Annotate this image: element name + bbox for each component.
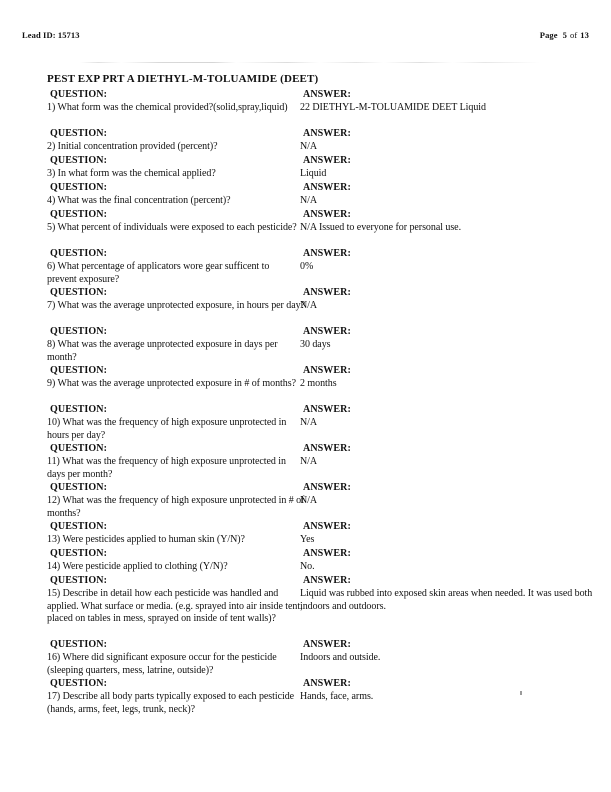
qa-label-row: [0, 248, 611, 261]
question-text: 8) What was the average unprotected exposure in days per month?: [47, 339, 278, 363]
qa-label-row: [0, 678, 611, 691]
question-text: 4) What was the final concentration (percent)?: [47, 195, 231, 206]
question-label: QUESTION:: [50, 639, 108, 650]
qa-block: [0, 548, 611, 575]
answer-text: Liquid was rubbed into exposed skin areas when needed. It was used both indoors and outdoors.: [300, 588, 593, 612]
question-label: QUESTION:: [50, 678, 108, 689]
qa-label-row: [0, 182, 611, 195]
qa-label-row: [0, 365, 611, 378]
answer-label: ANSWER:: [303, 209, 351, 220]
question-label: QUESTION:: [50, 521, 108, 532]
question-label: QUESTION:: [50, 155, 108, 166]
lead-id: [22, 30, 80, 40]
qa-block: [0, 443, 611, 482]
question-text: 17) Describe all body parts typically exposed to each pesticide (hands, arms, feet, legs, trunk, neck)?: [47, 691, 295, 715]
answer-label: ANSWER:: [303, 548, 351, 559]
answer-label: ANSWER:: [303, 443, 351, 454]
answer-text: 22 DIETHYL-M-TOLUAMIDE DEET Liquid: [300, 102, 486, 113]
question-label: QUESTION:: [50, 182, 108, 193]
qa-label-row: [0, 404, 611, 417]
answer-text: N/A: [300, 417, 318, 428]
question-label: QUESTION:: [50, 575, 108, 586]
qa-text-row: [0, 588, 611, 639]
qa-block: [0, 639, 611, 678]
qa-label-row: [0, 326, 611, 339]
question-label: QUESTION:: [50, 365, 108, 376]
answer-text: No.: [300, 561, 315, 572]
answer-text: 2 months: [300, 378, 337, 389]
question-text: 13) Were pesticides applied to human skin (Y/N)?: [47, 534, 245, 545]
answer-label: ANSWER:: [303, 128, 351, 139]
answer-label: ANSWER:: [303, 326, 351, 337]
qa-text-row: [0, 141, 611, 154]
lead-id-label: Lead ID:: [22, 30, 56, 40]
scan-streak-artifact: [80, 62, 540, 63]
answer-text: N/A: [300, 195, 318, 206]
question-text: 7) What was the average unprotected exposure, in hours per day?: [47, 300, 305, 311]
answer-label: ANSWER:: [303, 482, 351, 493]
qa-text-row: [0, 495, 611, 520]
answer-text: Indoors and outside.: [300, 652, 381, 663]
page-of-word: of: [570, 30, 578, 40]
question-label: QUESTION:: [50, 209, 108, 220]
question-text: 11) What was the frequency of high exposure unprotected in days per month?: [47, 456, 286, 480]
page-number: [540, 30, 589, 40]
answer-label: ANSWER:: [303, 287, 351, 298]
answer-text: Liquid: [300, 168, 327, 179]
qa-label-row: [0, 548, 611, 561]
qa-text-row: [0, 378, 611, 403]
qa-block: [0, 209, 611, 248]
answer-text: 30 days: [300, 339, 331, 350]
qa-text-row: [0, 652, 611, 677]
question-label: QUESTION:: [50, 548, 108, 559]
qa-block: [0, 287, 611, 326]
qa-text-row: [0, 456, 611, 481]
question-text: 9) What was the average unprotected exposure in # of months?: [47, 378, 296, 389]
page-current: 5: [562, 30, 568, 40]
qa-block: [0, 128, 611, 155]
qa-label-row: [0, 155, 611, 168]
qa-block: [0, 404, 611, 443]
answer-label: ANSWER:: [303, 678, 351, 689]
question-label: QUESTION:: [50, 89, 108, 100]
qa-block: [0, 155, 611, 182]
qa-block: [0, 182, 611, 209]
qa-label-row: [0, 287, 611, 300]
answer-text: N/A: [300, 300, 318, 311]
answer-text: Yes: [300, 534, 315, 545]
question-text: 1) What form was the chemical provided?(solid,spray,liquid): [47, 102, 288, 113]
page-word: Page: [539, 30, 558, 40]
answer-label: ANSWER:: [303, 89, 351, 100]
question-label: QUESTION:: [50, 404, 108, 415]
qa-label-row: [0, 128, 611, 141]
qa-text-row: [0, 261, 611, 286]
qa-text-row: [0, 102, 611, 127]
qa-text-row: [0, 534, 611, 547]
question-text: 6) What percentage of applicators wore gear sufficent to prevent exposure?: [47, 261, 270, 285]
answer-label: ANSWER:: [303, 639, 351, 650]
answer-text: 0%: [300, 261, 314, 272]
answer-label: ANSWER:: [303, 155, 351, 166]
answer-text: N/A Issued to everyone for personal use.: [300, 222, 462, 233]
qa-label-row: [0, 521, 611, 534]
question-text: 16) Where did significant exposure occur for the pesticide (sleeping quarters, mess, latrine, outside)?: [47, 652, 277, 676]
question-text: 12) What was the frequency of high exposure unprotected in # of months?: [47, 495, 305, 519]
qa-block: [0, 248, 611, 287]
answer-text: N/A: [300, 495, 318, 506]
answer-text: Hands, face, arms.: [300, 691, 374, 702]
qa-block: [0, 89, 611, 128]
question-label: QUESTION:: [50, 326, 108, 337]
scan-speck-artifact: [520, 691, 522, 695]
question-label: QUESTION:: [50, 482, 108, 493]
qa-label-row: [0, 482, 611, 495]
qa-block: [0, 575, 611, 639]
qa-label-row: [0, 443, 611, 456]
page-title: PEST EXP PRT A DIETHYL-M-TOLUAMIDE (DEET): [47, 73, 319, 85]
qa-list: [0, 89, 611, 717]
answer-text: N/A: [300, 456, 318, 467]
qa-block: [0, 678, 611, 717]
question-label: QUESTION:: [50, 443, 108, 454]
qa-text-row: [0, 561, 611, 574]
qa-label-row: [0, 639, 611, 652]
qa-text-row: [0, 417, 611, 442]
question-label: QUESTION:: [50, 248, 108, 259]
question-text: 2) Initial concentration provided (percent)?: [47, 141, 218, 152]
answer-text: N/A: [300, 141, 318, 152]
question-text: 15) Describe in detail how each pesticide was handled and applied. What surface or media. (e.g. sprayed into air inside tent, placed on tables in mess, sprayed on inside of tent walls)?: [47, 588, 303, 625]
qa-block: [0, 521, 611, 548]
question-text: 10) What was the frequency of high exposure unprotected in hours per day?: [47, 417, 287, 441]
qa-block: [0, 482, 611, 521]
qa-text-row: [0, 339, 611, 364]
answer-label: ANSWER:: [303, 182, 351, 193]
question-text: 14) Were pesticide applied to clothing (Y/N)?: [47, 561, 228, 572]
question-label: QUESTION:: [50, 287, 108, 298]
question-text: 5) What percent of individuals were exposed to each pesticide?: [47, 222, 297, 233]
qa-block: [0, 326, 611, 365]
qa-label-row: [0, 89, 611, 102]
qa-text-row: [0, 168, 611, 181]
qa-text-row: [0, 222, 611, 247]
question-label: QUESTION:: [50, 128, 108, 139]
qa-text-row: [0, 195, 611, 208]
answer-label: ANSWER:: [303, 248, 351, 259]
question-text: 3) In what form was the chemical applied?: [47, 168, 216, 179]
qa-text-row: [0, 300, 611, 325]
answer-label: ANSWER:: [303, 521, 351, 532]
page-total: 13: [580, 30, 589, 40]
qa-label-row: [0, 575, 611, 588]
qa-label-row: [0, 209, 611, 222]
lead-id-value: 15713: [57, 30, 80, 40]
answer-label: ANSWER:: [303, 404, 351, 415]
qa-block: [0, 365, 611, 404]
answer-label: ANSWER:: [303, 365, 351, 376]
answer-label: ANSWER:: [303, 575, 351, 586]
page-header: [0, 30, 611, 44]
